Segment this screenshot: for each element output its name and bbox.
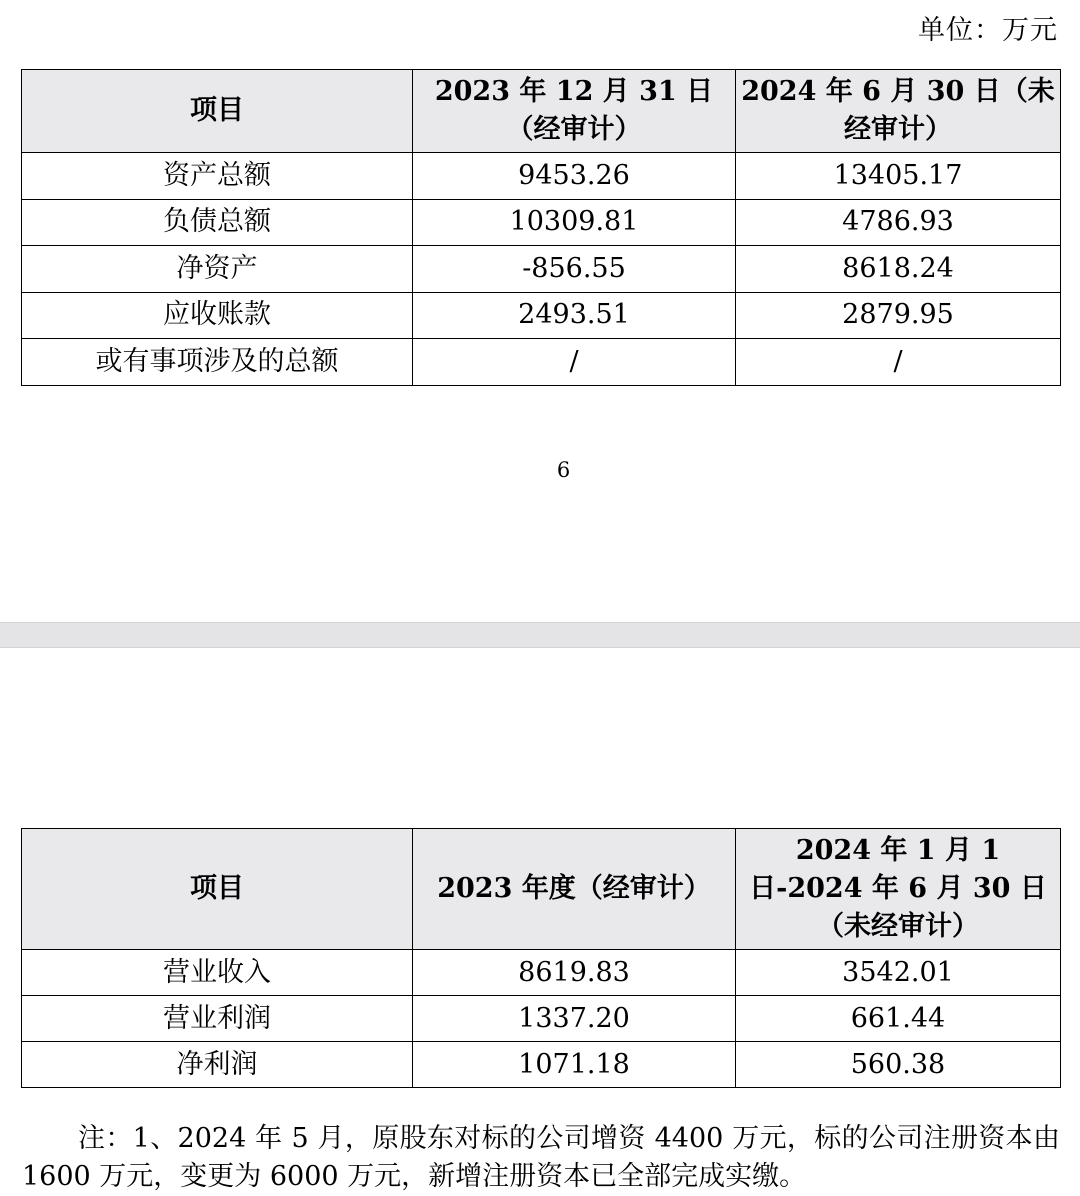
- row-value: 8619.83: [413, 950, 736, 996]
- row-value: 661.44: [736, 996, 1061, 1042]
- row-value: 560.38: [736, 1042, 1061, 1088]
- row-label: 负债总额: [22, 199, 413, 246]
- row-label: 资产总额: [22, 153, 413, 200]
- row-label: 营业利润: [22, 996, 413, 1042]
- table-header-row: [22, 829, 1061, 950]
- row-label: 应收账款: [22, 292, 413, 339]
- row-value: 9453.26: [413, 153, 736, 200]
- unit-label: 单位：万元: [918, 15, 1058, 46]
- header-2023-annual: 2023 年度（经审计）: [413, 829, 736, 950]
- row-label: 或有事项涉及的总额: [22, 339, 413, 386]
- balance-sheet-table: [21, 69, 1061, 386]
- row-value: 4786.93: [736, 199, 1061, 246]
- row-label: 营业收入: [22, 950, 413, 996]
- row-value: 1337.20: [413, 996, 736, 1042]
- table-row: [22, 339, 1061, 386]
- table-row: [22, 153, 1061, 200]
- row-value: 10309.81: [413, 199, 736, 246]
- table-row: [22, 246, 1061, 293]
- row-value: 3542.01: [736, 950, 1061, 996]
- page-separator: [0, 622, 1080, 648]
- page-number: 6: [556, 458, 571, 482]
- row-value: /: [736, 339, 1061, 386]
- table-row: [22, 950, 1061, 996]
- table-header-row: [22, 70, 1061, 153]
- header-2024-h1: 2024 年 1 月 1 日-2024 年 6 月 30 日（未经审计）: [736, 829, 1061, 950]
- header-item: 项目: [22, 70, 413, 153]
- header-item: 项目: [22, 829, 413, 950]
- footnote: 注：1、2024 年 5 月，原股东对标的公司增资 4400 万元，标的公司注册资本由 1600 万元，变更为 6000 万元，新增注册资本已全部完成实缴。: [22, 1123, 1060, 1192]
- row-value: /: [413, 339, 736, 386]
- row-value: 13405.17: [736, 153, 1061, 200]
- table-row: [22, 199, 1061, 246]
- row-label: 净利润: [22, 1042, 413, 1088]
- header-2024-06-30: 2024 年 6 月 30 日（未经审计）: [736, 70, 1061, 153]
- table-row: [22, 996, 1061, 1042]
- row-label: 净资产: [22, 246, 413, 293]
- row-value: 2493.51: [413, 292, 736, 339]
- row-value: -856.55: [413, 246, 736, 293]
- header-2023-12-31: 2023 年 12 月 31 日（经审计）: [413, 70, 736, 153]
- table-row: [22, 292, 1061, 339]
- row-value: 8618.24: [736, 246, 1061, 293]
- row-value: 2879.95: [736, 292, 1061, 339]
- table-row: [22, 1042, 1061, 1088]
- row-value: 1071.18: [413, 1042, 736, 1088]
- income-statement-table: [21, 828, 1061, 1088]
